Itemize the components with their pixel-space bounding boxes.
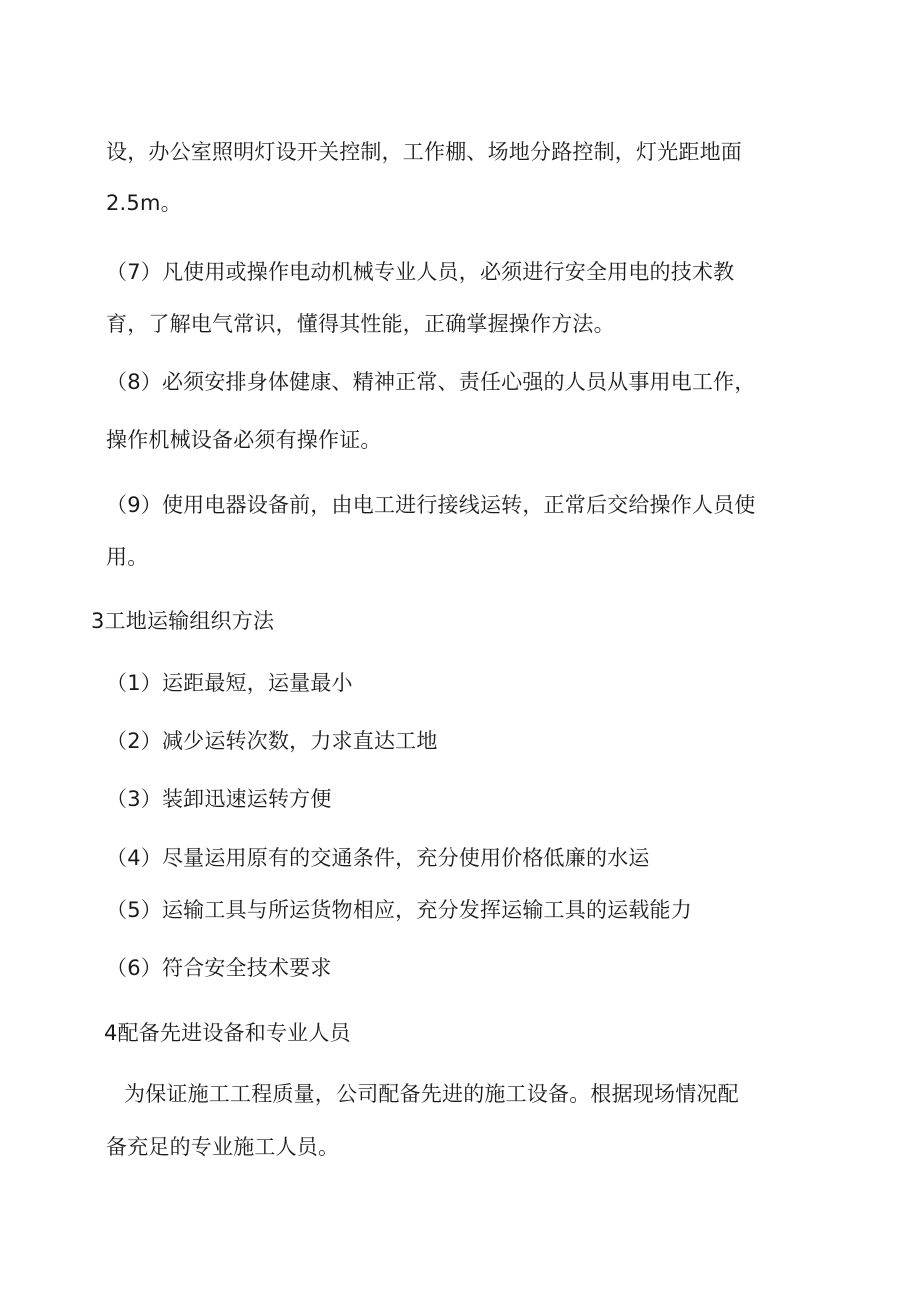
paragraph-line: 备充足的专业施工人员。 — [106, 1135, 340, 1159]
list-item: （2）减少运转次数，力求直达工地 — [106, 729, 438, 753]
list-item: （4）尽量运用原有的交通条件，充分使用价格低廉的水运 — [106, 846, 650, 870]
list-item-9: （9）使用电器设备前，由电工进行接线运转，正常后交给操作人员使 — [106, 493, 756, 517]
list-item: （5）运输工具与所运货物相应，充分发挥运输工具的运载能力 — [106, 898, 692, 922]
list-item-9-continued: 用。 — [106, 545, 149, 569]
list-item-7-continued: 育，了解电气常识，懂得其性能，正确掌握操作方法。 — [106, 312, 615, 336]
list-item-8: （8）必须安排身体健康、精神正常、责任心强的人员从事用电工作， — [106, 370, 756, 394]
list-item: （6）符合安全技术要求 — [106, 956, 332, 980]
list-item-8-continued: 操作机械设备必须有操作证。 — [106, 428, 382, 452]
section-heading-3: 3工地运输组织方法 — [91, 609, 275, 633]
list-item: （3）装卸迅速运转方便 — [106, 787, 332, 811]
section-heading-4: 4配备先进设备和专业人员 — [104, 1021, 351, 1045]
paragraph-line: 设，办公室照明灯设开关控制，工作棚、场地分路控制，灯光距地面 — [106, 140, 742, 164]
paragraph-line: 2.5m。 — [106, 191, 182, 215]
paragraph-line: 为保证施工工程质量，公司配备先进的施工设备。根据现场情况配 — [124, 1082, 739, 1106]
list-item: （1）运距最短，运量最小 — [106, 671, 353, 695]
list-item-7: （7）凡使用或操作电动机械专业人员，必须进行安全用电的技术教 — [106, 260, 735, 284]
